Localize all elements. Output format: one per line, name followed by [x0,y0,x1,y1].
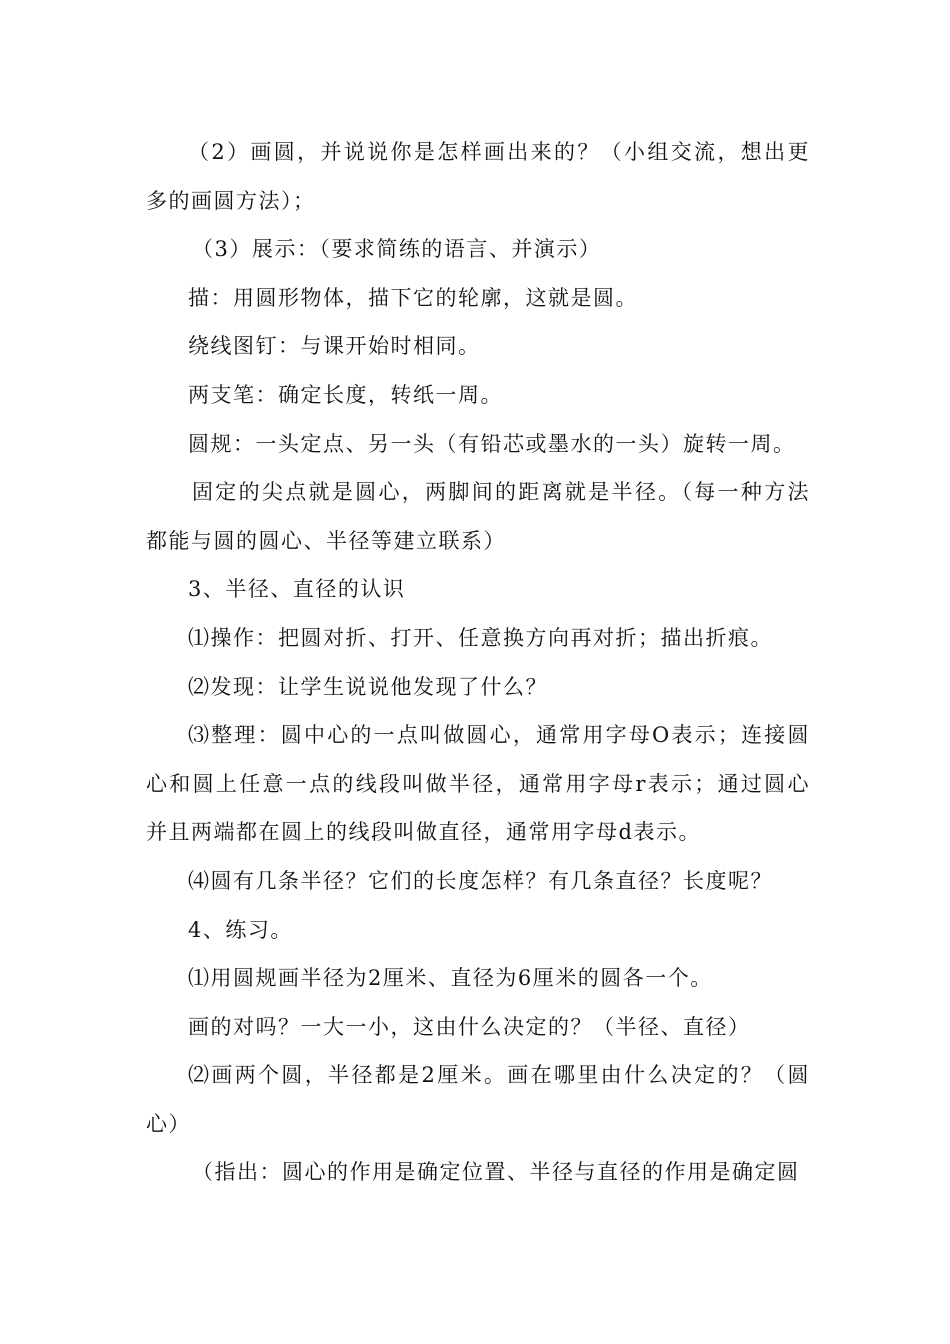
section-heading-practice: 4、练习。 [188,917,293,942]
paragraph-two-pens: 两支笔：确定长度，转纸一周。 [188,382,503,407]
paragraph-questions: ⑷圆有几条半径？它们的长度怎样？有几条直径？长度呢？ [188,868,773,893]
section-heading-radius-diameter: 3、半径、直径的认识 [188,577,406,602]
paragraph-center-radius: 固定的尖点就是圆心，两脚间的距离就是半径。（每一种方法都能与圆的圆心、半径等建立联系） [146,480,810,553]
paragraph-compass: 圆规：一头定点、另一头（有铅芯或墨水的一头）旋转一周。 [188,431,796,456]
paragraph-exercise-1: ⑴用圆规画半径为2厘米、直径为6厘米的圆各一个。 [188,966,713,991]
paragraph-trace: 描：用圆形物体，描下它的轮廓，这就是圆。 [188,285,638,310]
paragraph-draw-circle: （2）画圆，并说说你是怎样画出来的？（小组交流，想出更多的画圆方法）； [146,140,810,213]
paragraph-exercise-1-question: 画的对吗？一大一小，这由什么决定的？（半径、直径） [188,1014,751,1039]
paragraph-exercise-2: ⑵画两个圆，半径都是2厘米。画在哪里由什么决定的？（圆心） [146,1063,810,1136]
document-body [146,128,810,1197]
paragraph-operate: ⑴操作：把圆对折、打开、任意换方向再对折；描出折痕。 [188,625,773,650]
paragraph-pin-string: 绕线图钉：与课开始时相同。 [188,334,481,359]
paragraph-point-out: （指出：圆心的作用是确定位置、半径与直径的作用是确定圆 [192,1160,800,1185]
paragraph-show: （3）展示：（要求简练的语言、并演示） [192,237,602,262]
paragraph-discover: ⑵发现：让学生说说他发现了什么？ [188,674,548,699]
paragraph-organize: ⑶整理：圆中心的一点叫做圆心，通常用字母O表示；连接圆心和圆上任意一点的线段叫做半径，通常用字母r表示；通过圆心并且两端都在圆上的线段叫做直径，通常用字母d表示。 [146,723,810,845]
